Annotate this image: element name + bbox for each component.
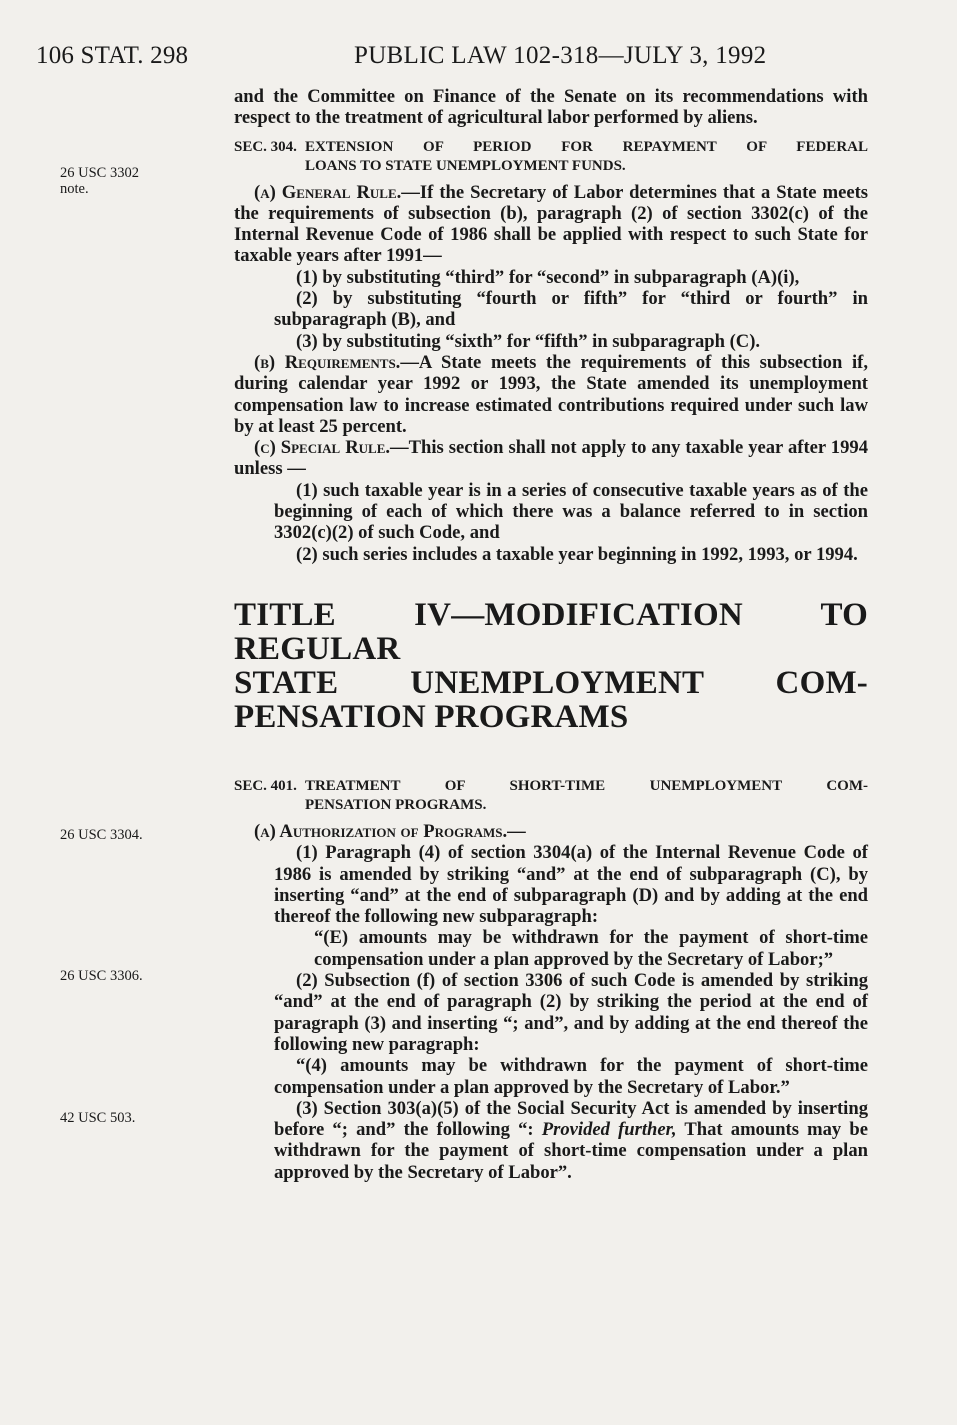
section-number: SEC. 304. — [234, 138, 297, 155]
subsection-heading: (a) General Rule. — [254, 181, 402, 203]
main-text — [234, 86, 868, 1183]
stat-page-number: 106 STAT. 298 — [36, 42, 189, 69]
margin-note-26usc3306: 26 USC 3306. — [60, 968, 143, 984]
margin-note-26usc3304: 26 USC 3304. — [60, 827, 143, 843]
quoted-paragraph-4: “(4) amounts may be withdrawn for the payment of short-time compensation under a plan approved by the Secretary of Labor.” — [274, 1055, 868, 1098]
quoted-subparagraph-e: “(E) amounts may be withdrawn for the payment of short-time compensation under a plan approved by the Secretary of Labor;” — [314, 927, 868, 970]
section-title-line: TREATMENT OF SHORT-TIME UNEMPLOYMENT COM- — [304, 777, 868, 794]
paragraph-a1: (1) by substituting “third” for “second” in subparagraph (A)(i), — [296, 266, 800, 288]
paragraph-c1: (1) such taxable year is in a series of consecutive taxable years as of the beginning of each of which there was a balance referred to in section 3302(c)(2) of such Code, and — [274, 479, 868, 544]
paragraph-a3: (3) by substituting “sixth” for “fifth” in subparagraph (C). — [296, 330, 761, 352]
subsection-b: (b) Requirements.—A State meets the requirements of this subsection if, during calendar year 1992 or 1993, the State amended its unemployment compensation law to increase estimated contributions required under such law by at least 25 percent. — [234, 351, 868, 437]
section-401-heading — [234, 777, 868, 815]
paragraph-401-a3: (3) Section 303(a)(5) of the Social Security Act is amended by inserting before “; and” the following “: Provided further, That amounts may be withdrawn for the payment of short-time compensation under a plan approved by the Secretary of Labor”. — [274, 1097, 869, 1183]
intro-paragraph: and the Committee on Finance of the Senate on its recommendations with respect to the treatment of agricultural labor performed by aliens. — [234, 86, 868, 129]
title-iv-heading — [234, 598, 868, 734]
law-title-date: PUBLIC LAW 102-318—JULY 3, 1992 — [354, 42, 767, 69]
title-line: STATE UNEMPLOYMENT COM- — [234, 664, 868, 701]
paragraph-c2: (2) such series includes a taxable year beginning in 1992, 1993, or 1994. — [296, 543, 858, 565]
margin-note-42usc503: 42 USC 503. — [60, 1110, 136, 1126]
subsection-heading: (b) Requirements. — [254, 351, 401, 373]
title-line: TITLE IV—MODIFICATION TO REGULAR — [234, 596, 868, 667]
paragraph-a2: (2) by substituting “fourth or fifth” for “third or fourth” in subparagraph (B), and — [274, 288, 868, 331]
running-head — [36, 42, 897, 74]
section-title-line: LOANS TO STATE UNEMPLOYMENT FUNDS. — [304, 157, 626, 174]
subsection-a: (a) General Rule.—If the Secretary of Labor determines that a State meets the requirements of subsection (b), paragraph (2) of section 3302(c) of the Internal Revenue Code of 1986 shall be applied with respect to such State for taxable years after 1991— — [234, 181, 869, 267]
section-304-heading — [234, 138, 868, 176]
subsection-heading: (c) Special Rule. — [254, 437, 391, 459]
paragraph-401-a2: (2) Subsection (f) of section 3306 of such Code is amended by striking “and” at the end of paragraph (2) by striking the period at the end of paragraph (3) and inserting “; and”, and by adding at the end thereof the following new paragraph: — [274, 970, 868, 1055]
title-line: PENSATION PROGRAMS — [234, 698, 629, 735]
section-title-line: EXTENSION OF PERIOD FOR REPAYMENT OF FEDERAL — [304, 138, 868, 155]
proviso-italic: Provided further, — [541, 1119, 677, 1141]
section-title-line: PENSATION PROGRAMS. — [304, 796, 487, 813]
section-number: SEC. 401. — [234, 777, 297, 794]
subsection-heading: (a) Authorization of Programs.— — [254, 820, 526, 842]
margin-note-26usc3302: 26 USC 3302 note. — [60, 165, 139, 197]
paragraph-401-a1: (1) Paragraph (4) of section 3304(a) of the Internal Revenue Code of 1986 is amended by striking “and” at the end of subparagraph (C), by inserting “and” at the end of subparagraph (D) and by adding at the end thereof the following new subparagraph: — [274, 842, 868, 928]
subsection-c: (c) Special Rule.—This section shall not apply to any taxable year after 1994 unless — — [234, 437, 868, 480]
